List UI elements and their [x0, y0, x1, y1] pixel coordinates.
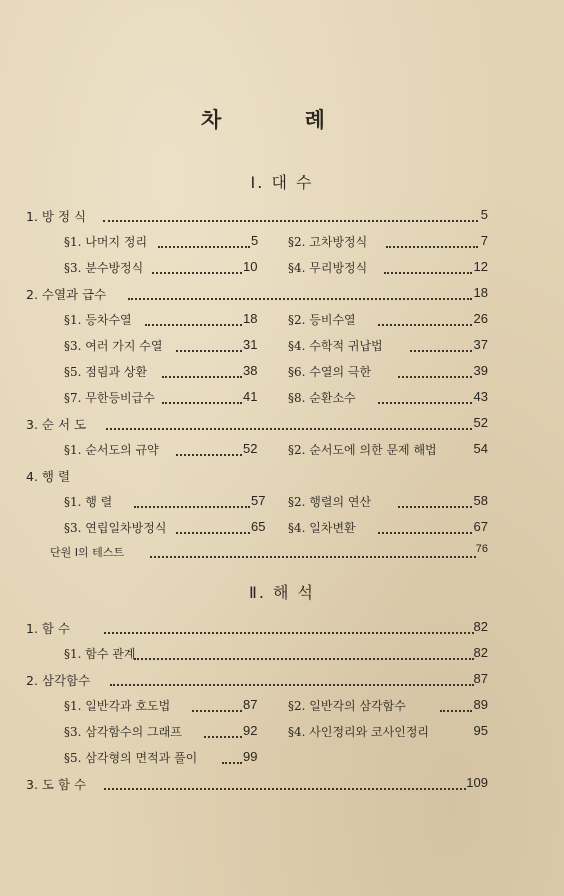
- part-heading: Ⅰ. 대 수: [250, 173, 314, 192]
- page-number: 39: [473, 363, 488, 378]
- leader-dots: [110, 684, 474, 686]
- section-title: §1. 행 렬: [64, 495, 113, 509]
- page-number: 18: [473, 285, 488, 300]
- section-title: §3. 연립일차방정식: [64, 521, 167, 535]
- leader-dots: [176, 532, 250, 534]
- page-number: 54: [473, 441, 488, 456]
- page-number: 7: [480, 233, 488, 248]
- leader-dots: [176, 454, 242, 456]
- section-title: §8. 순환소수: [288, 391, 356, 405]
- section-title: §2. 등비수열: [288, 313, 356, 327]
- leader-dots: [386, 246, 478, 248]
- page-number: 67: [473, 519, 488, 534]
- page-number: 10: [243, 259, 258, 274]
- section-title: §4. 사인정리와 코사인정리: [288, 725, 429, 739]
- section-title: §2. 순서도에 의한 문제 해법: [288, 443, 437, 457]
- section-title: §4. 수학적 귀납법: [288, 339, 383, 353]
- chapter-title: 2. 삼각함수: [26, 673, 91, 688]
- page-number: 82: [473, 645, 488, 660]
- leader-dots: [158, 246, 250, 248]
- page-number: 37: [473, 337, 488, 352]
- page-number: 92: [243, 723, 258, 738]
- leader-dots: [222, 762, 242, 764]
- page-number: 109: [466, 775, 488, 790]
- page-number: 99: [243, 749, 258, 764]
- section-title: §1. 등차수열: [64, 313, 132, 327]
- leader-dots: [106, 428, 472, 430]
- section-title: §6. 수열의 극한: [288, 365, 372, 379]
- leader-dots: [162, 402, 242, 404]
- chapter-title: 3. 도 함 수: [26, 777, 87, 792]
- leader-dots: [398, 506, 472, 508]
- part-heading: Ⅱ. 해 석: [248, 583, 316, 602]
- leader-dots: [384, 272, 472, 274]
- section-title: §3. 삼각함수의 그래프: [64, 725, 182, 739]
- page-number: 76: [475, 543, 488, 555]
- leader-dots: [104, 632, 474, 634]
- page-number: 89: [473, 697, 488, 712]
- page-number: 12: [473, 259, 488, 274]
- leader-dots: [134, 506, 250, 508]
- section-title: §2. 행렬의 연산: [288, 495, 372, 509]
- leader-dots: [378, 532, 472, 534]
- chapter-title: 1. 방 정 식: [26, 209, 87, 224]
- page-number: 41: [243, 389, 258, 404]
- page-number: 26: [473, 311, 488, 326]
- page-number: 82: [473, 619, 488, 634]
- page-number: 18: [243, 311, 258, 326]
- leader-dots: [103, 220, 478, 222]
- section-title: §4. 무리방정식: [288, 261, 368, 275]
- chapter-title: 1. 함 수: [26, 621, 71, 636]
- leader-dots: [104, 788, 466, 790]
- section-title: §1. 순서도의 규약: [64, 443, 159, 457]
- leader-dots: [128, 298, 472, 300]
- section-title: §5. 삼각형의 면적과 풀이: [64, 751, 198, 765]
- section-title: §5. 점림과 상환: [64, 365, 148, 379]
- leader-dots: [378, 324, 472, 326]
- page-number: 65: [251, 519, 266, 534]
- leader-dots: [176, 350, 242, 352]
- page-number: 52: [243, 441, 258, 456]
- leader-dots: [410, 350, 472, 352]
- page-number: 38: [243, 363, 258, 378]
- section-title: §3. 여러 가지 수열: [64, 339, 163, 353]
- page-number: 43: [473, 389, 488, 404]
- page-number: 5: [480, 207, 488, 222]
- page-number: 95: [473, 723, 488, 738]
- chapter-title: 2. 수열과 급수: [26, 287, 107, 302]
- page-number: 58: [473, 493, 488, 508]
- section-title: §7. 무한등비급수: [64, 391, 155, 405]
- section-title: §2. 일반각의 삼각함수: [288, 699, 406, 713]
- leader-dots: [134, 658, 474, 660]
- chapter-title: 3. 순 서 도: [26, 417, 87, 432]
- section-title: §1. 함수 관계: [64, 647, 136, 661]
- section-title: §3. 분수방정식: [64, 261, 144, 275]
- chapter-title: 4. 행 렬: [26, 469, 71, 484]
- leader-dots: [162, 376, 242, 378]
- leader-dots: [152, 272, 242, 274]
- page-number: 57: [251, 493, 266, 508]
- section-title: §4. 일차변환: [288, 521, 356, 535]
- page-number: 5: [251, 233, 259, 248]
- page-number: 87: [243, 697, 258, 712]
- section-title: §2. 고차방정식: [288, 235, 368, 249]
- page-number: 52: [473, 415, 488, 430]
- section-title: §1. 일반각과 호도법: [64, 699, 171, 713]
- unit-test-title: 단원 Ⅰ의 테스트: [50, 546, 124, 559]
- page-number: 31: [243, 337, 258, 352]
- leader-dots: [440, 710, 472, 712]
- section-title: §1. 나머지 정리: [64, 235, 148, 249]
- leader-dots: [204, 736, 242, 738]
- leader-dots: [150, 556, 476, 558]
- leader-dots: [145, 324, 242, 326]
- leader-dots: [398, 376, 472, 378]
- leader-dots: [192, 710, 242, 712]
- toc-title: 차 례: [201, 108, 363, 132]
- leader-dots: [378, 402, 472, 404]
- page-number: 87: [473, 671, 488, 686]
